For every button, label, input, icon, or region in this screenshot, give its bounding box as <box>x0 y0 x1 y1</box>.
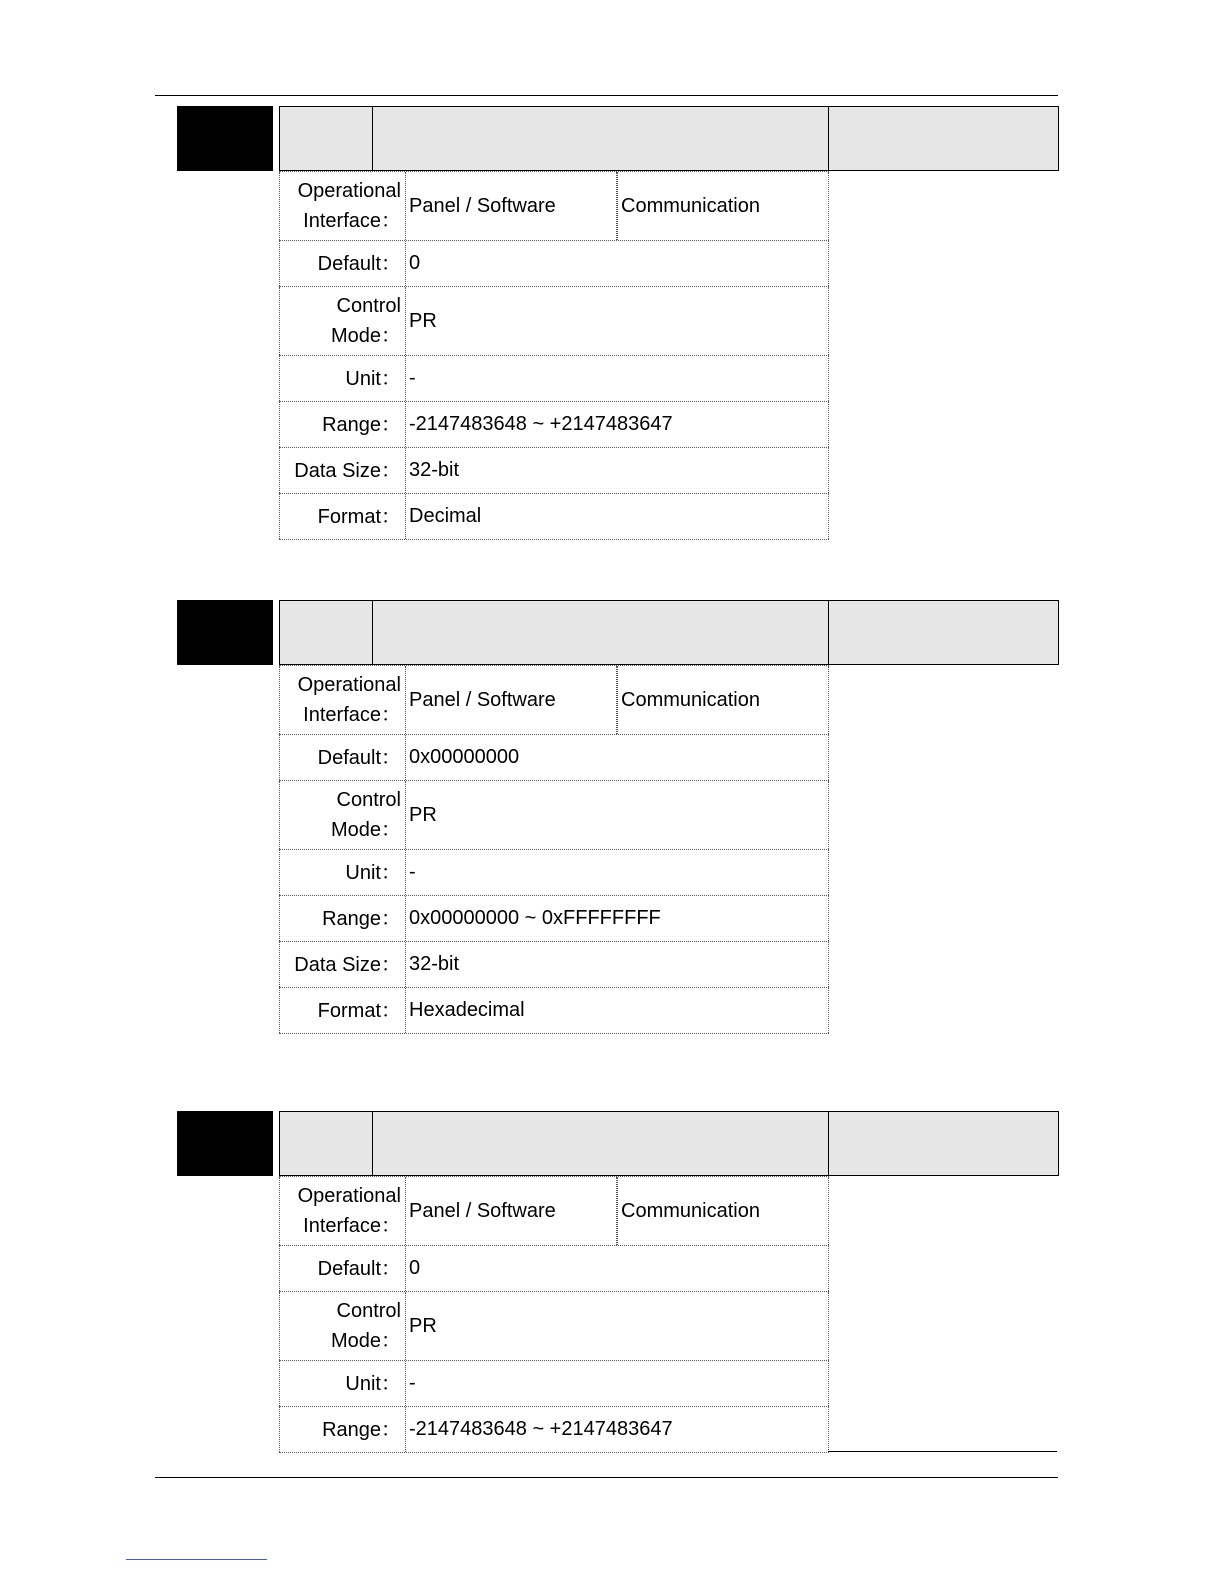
footer-link-underline[interactable] <box>126 1559 267 1560</box>
value-panel-software: Panel / Software <box>405 1177 617 1245</box>
label-text: Range <box>322 907 381 930</box>
parameter-code-box <box>177 106 273 171</box>
colon: ： <box>381 819 401 841</box>
label-text: Operational <box>297 180 401 202</box>
value-range: -2147483648 ~ +2147483647 <box>405 402 829 447</box>
colon: ： <box>381 704 401 726</box>
row-range <box>279 896 829 942</box>
row-format <box>279 494 829 540</box>
label-range <box>279 1407 403 1452</box>
label-text: Data Size <box>294 953 381 976</box>
parameter-name-cell <box>372 600 829 665</box>
value-data-size: 32-bit <box>405 942 829 987</box>
value-data-size: 32-bit <box>405 448 829 493</box>
header-rule <box>155 95 1058 96</box>
value-control-mode: PR <box>405 287 829 355</box>
label-text: Format <box>317 999 381 1022</box>
value-communication: Communication <box>617 172 829 240</box>
row-range <box>279 402 829 448</box>
colon: ： <box>381 953 401 976</box>
label-text: Mode <box>330 1330 381 1352</box>
colon: ： <box>381 210 401 232</box>
colon: ： <box>381 861 401 884</box>
value-format: Decimal <box>405 494 829 539</box>
row-data-size <box>279 448 829 494</box>
value-panel-software: Panel / Software <box>405 172 617 240</box>
colon: ： <box>381 1372 401 1395</box>
parameter-address-right-cell <box>828 106 1059 171</box>
label-text: Operational <box>297 674 401 696</box>
label-text: Interface <box>303 210 381 232</box>
row-unit <box>279 356 829 402</box>
parameter-attributes-table <box>279 171 829 540</box>
label-text: Control <box>336 295 401 317</box>
label-format <box>279 988 403 1033</box>
value-control-mode: PR <box>405 1292 829 1360</box>
label-text: Control <box>336 1300 401 1322</box>
label-default <box>279 1246 403 1291</box>
label-range <box>279 896 403 941</box>
parameter-address-cell <box>279 600 373 665</box>
label-operational-interface <box>279 172 403 240</box>
label-text: Format <box>317 505 381 528</box>
colon: ： <box>381 1418 401 1441</box>
label-text: Operational <box>297 1185 401 1207</box>
label-text: Data Size <box>294 459 381 482</box>
colon: ： <box>381 367 401 390</box>
colon: ： <box>381 325 401 347</box>
label-text: Range <box>322 1418 381 1441</box>
value-communication: Communication <box>617 1177 829 1245</box>
colon: ： <box>381 746 401 769</box>
row-unit <box>279 850 829 896</box>
value-communication: Communication <box>617 666 829 734</box>
label-text: Mode <box>330 819 381 841</box>
value-control-mode: PR <box>405 781 829 849</box>
value-unit: - <box>405 1361 829 1406</box>
table-right-rule <box>828 1451 1057 1452</box>
label-text: Unit <box>345 367 381 390</box>
colon: ： <box>381 1257 401 1280</box>
colon: ： <box>381 1215 401 1237</box>
label-text: Default <box>317 1257 381 1280</box>
parameter-code-box <box>177 600 273 665</box>
value-unit: - <box>405 356 829 401</box>
label-format <box>279 494 403 539</box>
parameter-address-right-cell <box>828 600 1059 665</box>
colon: ： <box>381 1330 401 1352</box>
row-format <box>279 988 829 1034</box>
value-default: 0 <box>405 1246 829 1291</box>
label-unit <box>279 1361 403 1406</box>
row-control-mode <box>279 781 829 850</box>
value-format: Hexadecimal <box>405 988 829 1033</box>
label-control-mode <box>279 781 403 849</box>
label-text: Mode <box>330 325 381 347</box>
row-data-size <box>279 942 829 988</box>
row-control-mode <box>279 1292 829 1361</box>
parameter-name-cell <box>372 1111 829 1176</box>
value-unit: - <box>405 850 829 895</box>
label-control-mode <box>279 287 403 355</box>
parameter-address-cell <box>279 106 373 171</box>
row-default <box>279 1246 829 1292</box>
label-data-size <box>279 942 403 987</box>
value-panel-software: Panel / Software <box>405 666 617 734</box>
label-text: Interface <box>303 1215 381 1237</box>
row-operational-interface <box>279 1176 829 1246</box>
value-range: -2147483648 ~ +2147483647 <box>405 1407 829 1452</box>
parameter-name-cell <box>372 106 829 171</box>
value-default: 0x00000000 <box>405 735 829 780</box>
row-operational-interface <box>279 171 829 241</box>
label-unit <box>279 850 403 895</box>
label-text: Unit <box>345 1372 381 1395</box>
colon: ： <box>381 999 401 1022</box>
label-text: Default <box>317 746 381 769</box>
label-range <box>279 402 403 447</box>
label-text: Interface <box>303 704 381 726</box>
label-text: Unit <box>345 861 381 884</box>
colon: ： <box>381 505 401 528</box>
parameter-address-right-cell <box>828 1111 1059 1176</box>
colon: ： <box>381 413 401 436</box>
parameter-attributes-table <box>279 1176 829 1453</box>
row-default <box>279 735 829 781</box>
label-default <box>279 735 403 780</box>
label-data-size <box>279 448 403 493</box>
colon: ： <box>381 459 401 482</box>
colon: ： <box>381 252 401 275</box>
row-control-mode <box>279 287 829 356</box>
colon: ： <box>381 907 401 930</box>
label-default <box>279 241 403 286</box>
label-text: Range <box>322 413 381 436</box>
label-text: Control <box>336 789 401 811</box>
value-default: 0 <box>405 241 829 286</box>
label-operational-interface <box>279 666 403 734</box>
row-range <box>279 1407 829 1453</box>
label-operational-interface <box>279 1177 403 1245</box>
footer-rule <box>155 1477 1058 1478</box>
value-range: 0x00000000 ~ 0xFFFFFFFF <box>405 896 829 941</box>
parameter-attributes-table <box>279 665 829 1034</box>
row-default <box>279 241 829 287</box>
label-text: Default <box>317 252 381 275</box>
parameter-address-cell <box>279 1111 373 1176</box>
label-control-mode <box>279 1292 403 1360</box>
row-operational-interface <box>279 665 829 735</box>
parameter-code-box <box>177 1111 273 1176</box>
label-unit <box>279 356 403 401</box>
row-unit <box>279 1361 829 1407</box>
